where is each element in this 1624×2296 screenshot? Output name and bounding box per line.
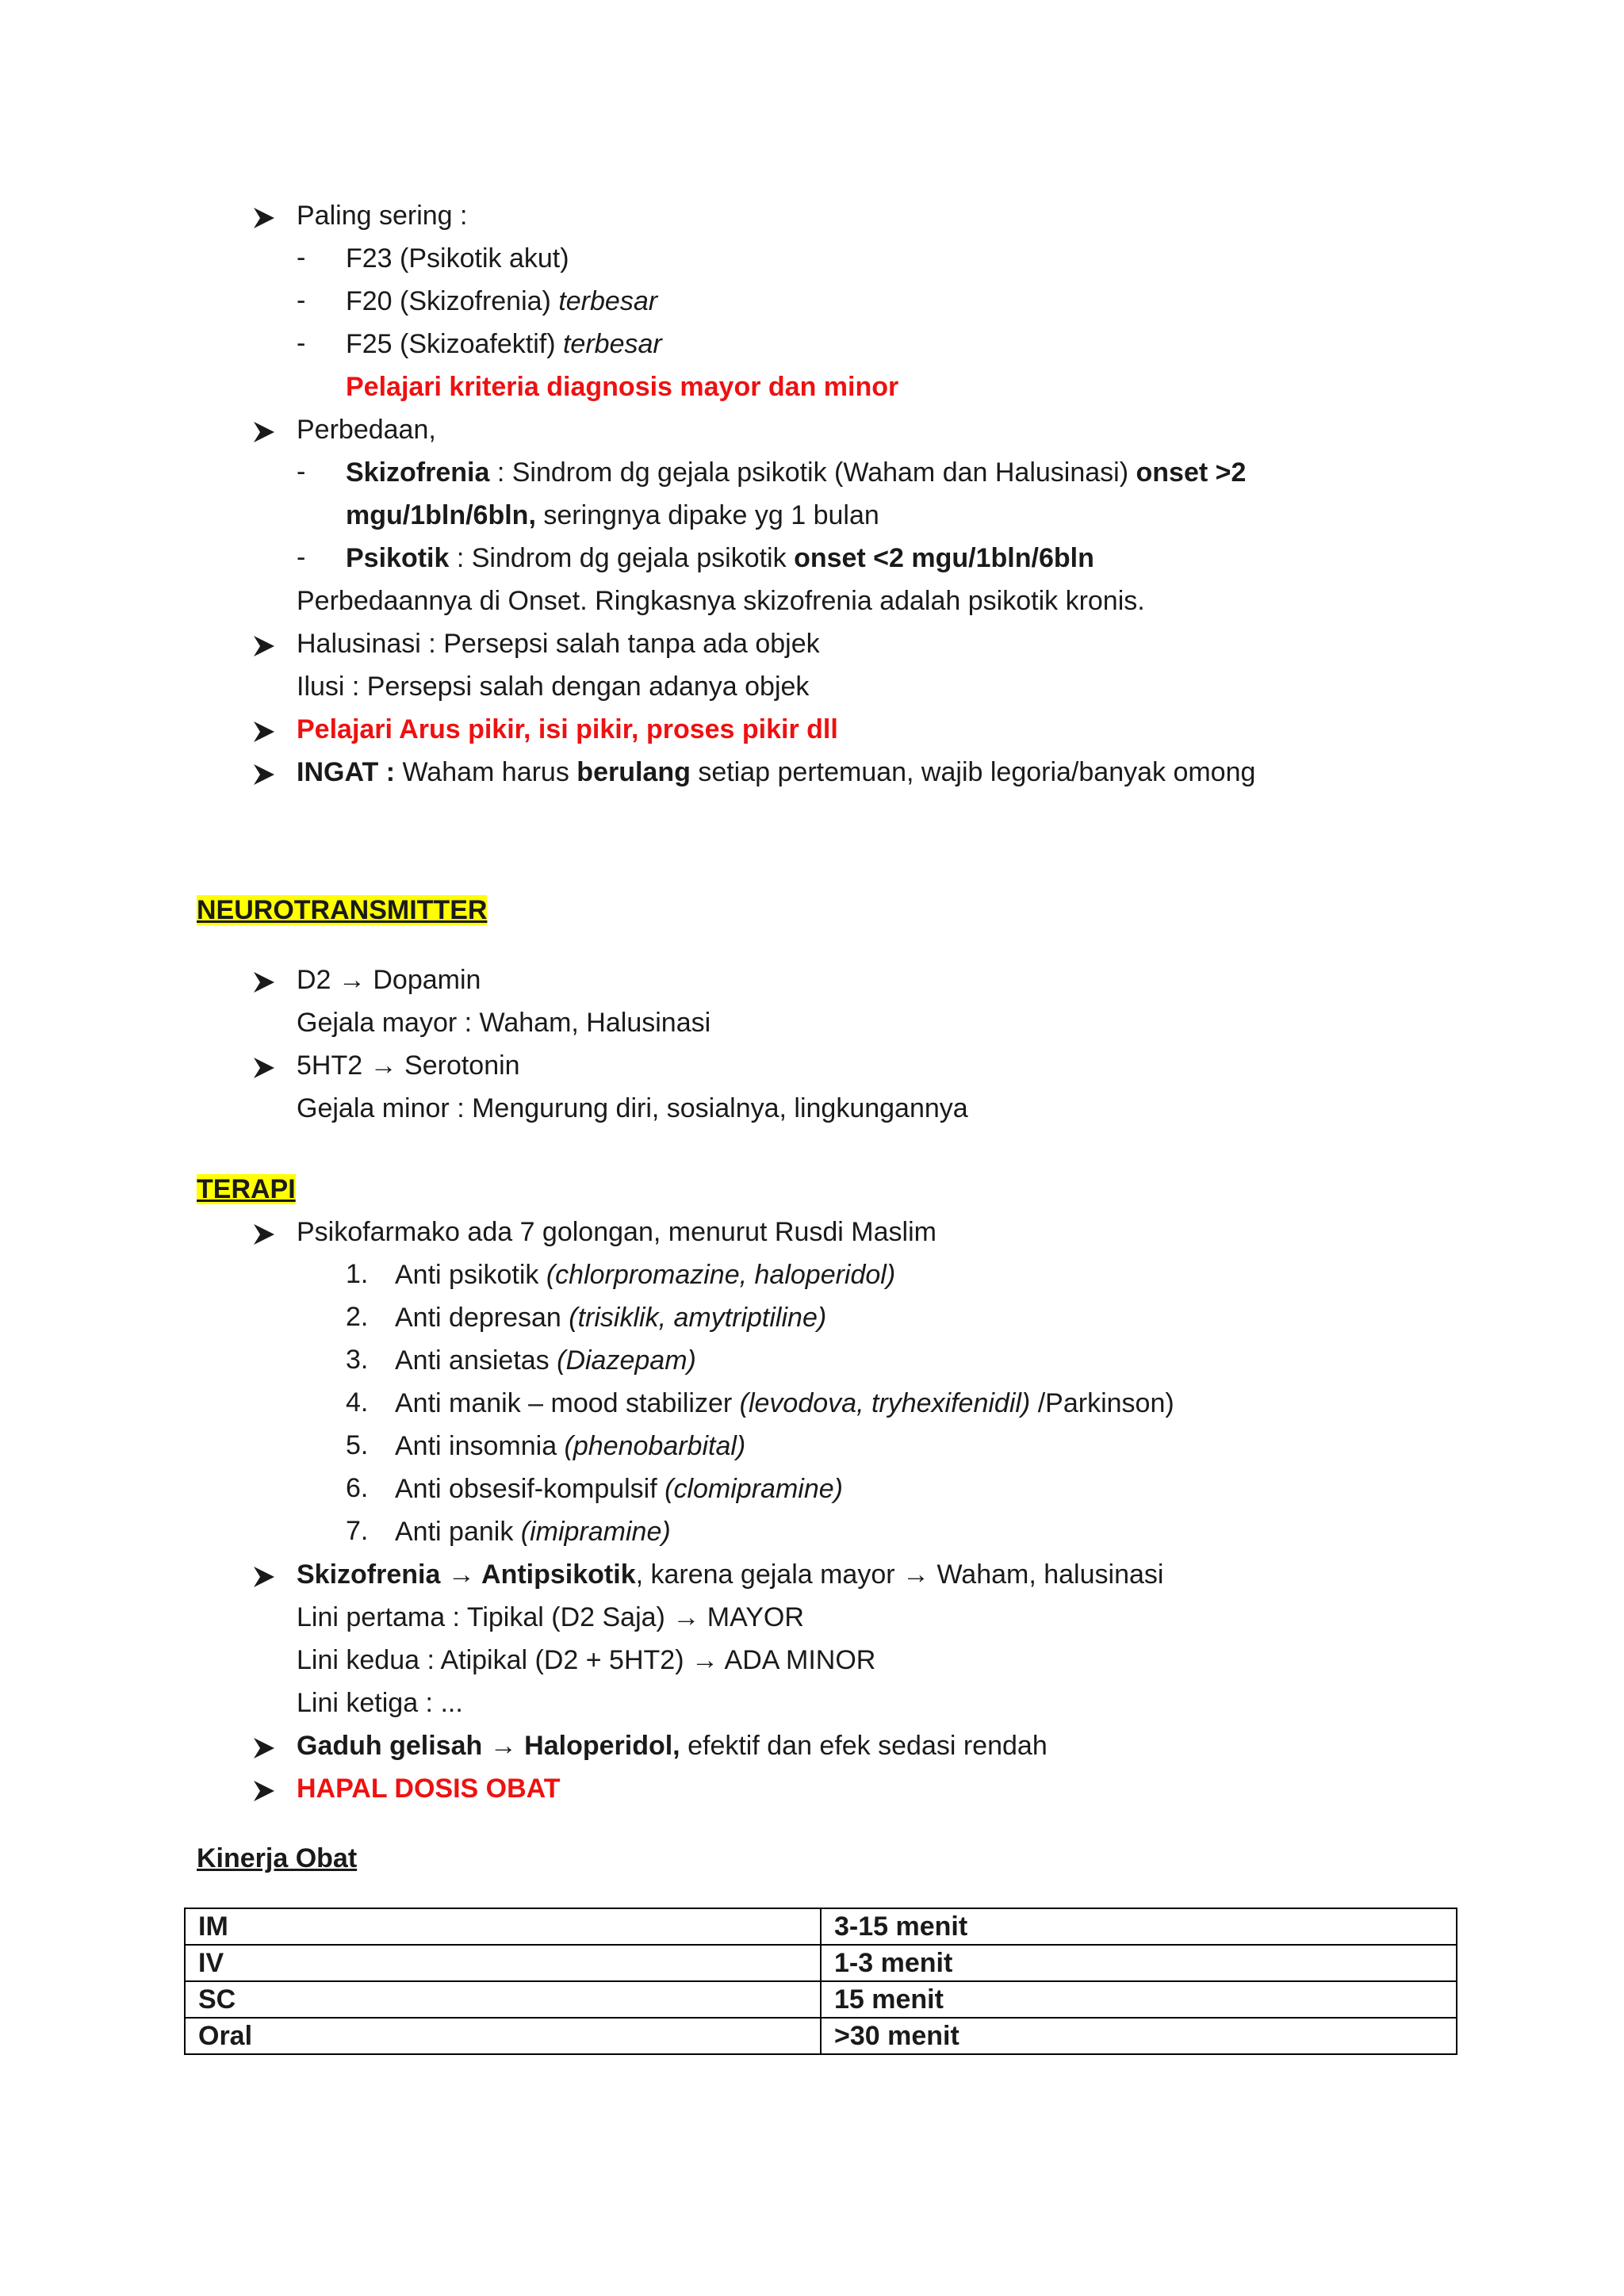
skizofrenia-line: [346, 457, 1246, 499]
lini-ketiga-text: Lini ketiga : ...: [297, 1688, 463, 1718]
drug-class-text: Anti obsesif-kompulsif: [395, 1474, 665, 1504]
terapi-heading-text: TERAPI: [197, 1174, 296, 1204]
arrow-bullet-icon: [251, 761, 278, 788]
lini-kedua-line: [297, 1644, 875, 1687]
right-arrow-icon: →: [691, 1645, 718, 1675]
drug-class-text: Anti depresan: [395, 1303, 569, 1333]
gaduh-gelisah-line: [297, 1730, 1048, 1773]
dash-marker: -: [297, 328, 306, 358]
terbesar-text: terbesar: [562, 329, 662, 359]
pelajari-arus-text: Pelajari Arus pikir, isi pikir, proses pikir dll: [297, 714, 838, 744]
terapi-list-item: [395, 1516, 671, 1559]
dash-marker: -: [297, 285, 306, 316]
route-cell: IV: [185, 1945, 821, 1981]
gaduh-gelisah-label: Gaduh gelisah: [297, 1731, 490, 1761]
drug-class-text: Anti psikotik: [395, 1260, 546, 1290]
drug-class-text: Anti manik – mood stabilizer: [395, 1388, 740, 1418]
terapi-list-item: [395, 1387, 1174, 1430]
list-number: 3.: [346, 1345, 369, 1375]
terapi-list-item: [395, 1259, 895, 1302]
arrow-bullet-icon: [251, 633, 278, 660]
terbesar-text: terbesar: [558, 286, 658, 316]
ilusi-text: Ilusi : Persepsi salah dengan adanya objek: [297, 672, 810, 702]
lini-pertama-line: [297, 1601, 804, 1644]
antipsikotik-text: Antipsikotik: [474, 1559, 636, 1590]
route-cell: Oral: [185, 2018, 821, 2054]
skizofrenia-reason: , karena gejala mayor: [635, 1559, 903, 1590]
drug-class-text: Anti insomnia: [395, 1431, 565, 1461]
list-number: 5.: [346, 1430, 369, 1460]
drug-examples-text: (Diazepam): [557, 1345, 696, 1376]
d2-line: [297, 964, 481, 1007]
arrow-bullet-icon: [251, 969, 278, 996]
route-cell: IM: [185, 1908, 821, 1945]
list-number: 2.: [346, 1302, 369, 1332]
arrow-bullet-icon: [251, 419, 278, 446]
arrow-bullet-icon: [251, 1777, 278, 1804]
drug-tail-text: /Parkinson): [1030, 1388, 1174, 1418]
kinerja-obat-heading-text: Kinerja Obat: [197, 1843, 358, 1873]
perbedaan-summary: Perbedaannya di Onset. Ringkasnya skizofrenia adalah psikotik kronis.: [297, 586, 1145, 616]
ingat-line: [297, 756, 1255, 799]
skizofrenia-terapi-line: [297, 1559, 1163, 1601]
f25-text: F25 (Skizoafektif): [346, 329, 556, 359]
skizofrenia-label: Skizofrenia: [346, 457, 490, 488]
list-number: 6.: [346, 1473, 369, 1503]
ingat-label: INGAT :: [297, 757, 396, 787]
table-row: [185, 1981, 1457, 2018]
onset-time-cell: 1-3 menit: [821, 1945, 1457, 1981]
drug-class-text: Anti panik: [395, 1517, 521, 1547]
f20-text: F20 (Skizofrenia): [346, 286, 551, 316]
psikotik-onset: onset <2 mgu/1bln/6bln: [794, 543, 1094, 573]
terapi-list-item: [395, 1345, 696, 1387]
drug-examples-text: (chlorpromazine, haloperidol): [546, 1260, 896, 1290]
drug-class-text: Anti ansietas: [395, 1345, 557, 1376]
gejala-mayor-text: Gejala mayor : Waham, Halusinasi: [297, 1008, 711, 1038]
dopamin-text: Dopamin: [365, 965, 481, 995]
kinerja-table-body: [185, 1908, 1457, 2054]
dash-marker: -: [297, 542, 306, 572]
right-arrow-icon: →: [370, 1050, 397, 1081]
arrow-bullet-icon: [251, 205, 278, 232]
berulang-text: berulang: [576, 757, 691, 787]
onset-time-cell: 15 menit: [821, 1981, 1457, 2018]
halusinasi-text: Halusinasi : Persepsi salah tanpa ada objek: [297, 629, 820, 659]
neurotransmitter-heading: [197, 894, 487, 937]
f23-text: F23 (Psikotik akut): [346, 243, 569, 274]
psikotik-label: Psikotik: [346, 543, 450, 573]
right-arrow-icon: →: [489, 1731, 517, 1761]
onset-time-cell: >30 menit: [821, 2018, 1457, 2054]
skizofrenia-line-2: [346, 499, 879, 542]
arrow-bullet-icon: [251, 718, 278, 745]
skizofrenia-label: Skizofrenia: [297, 1559, 448, 1590]
right-arrow-icon: →: [902, 1559, 930, 1590]
skizofrenia-desc: : Sindrom dg gejala psikotik (Waham dan Halusinasi): [489, 457, 1136, 488]
right-arrow-icon: →: [672, 1602, 700, 1632]
kinerja-obat-table: [184, 1908, 1457, 2055]
kinerja-obat-heading: [197, 1843, 357, 1885]
paling-sering-text: Paling sering :: [297, 201, 468, 231]
skizofrenia-onset: onset >2: [1136, 457, 1247, 488]
dash-marker: -: [297, 243, 306, 273]
terapi-list-item: [395, 1473, 843, 1516]
terapi-list-item: [395, 1430, 745, 1473]
haloperidol-text: Haloperidol,: [516, 1731, 680, 1761]
skizofrenia-reason-tail: Waham, halusinasi: [929, 1559, 1164, 1590]
perbedaan-text: Perbedaan,: [297, 415, 436, 445]
drug-examples-text: (trisiklik, amytriptiline): [569, 1303, 827, 1333]
list-number: 7.: [346, 1516, 369, 1546]
drug-examples-text: (levodova, tryhexifenidil): [739, 1388, 1031, 1418]
terapi-list-item: [395, 1302, 826, 1345]
psikofarmako-text: Psikofarmako ada 7 golongan, menurut Rusdi Maslim: [297, 1217, 936, 1247]
table-row: [185, 1945, 1457, 1981]
skizofrenia-onset-2: mgu/1bln/6bln,: [346, 500, 536, 530]
dash-marker: -: [297, 457, 306, 487]
ingat-tail: setiap pertemuan, wajib legoria/banyak omong: [690, 757, 1256, 787]
arrow-bullet-icon: [251, 1563, 278, 1590]
drug-examples-text: (phenobarbital): [564, 1431, 746, 1461]
table-row: [185, 2018, 1457, 2054]
5ht2-line: [297, 1050, 520, 1093]
route-cell: SC: [185, 1981, 821, 2018]
d2-text: D2: [297, 965, 339, 995]
onset-time-cell: 3-15 menit: [821, 1908, 1457, 1945]
lini-pertama-tail: MAYOR: [699, 1602, 804, 1632]
lini-kedua-text: Lini kedua : Atipikal (D2 + 5HT2): [297, 1645, 691, 1675]
hapal-dosis-text: HAPAL DOSIS OBAT: [297, 1774, 561, 1804]
serotonin-text: Serotonin: [396, 1050, 520, 1081]
pelajari-kriteria-text: Pelajari kriteria diagnosis mayor dan minor: [346, 372, 899, 402]
gaduh-gelisah-desc: efektif dan efek sedasi rendah: [680, 1731, 1048, 1761]
ingat-text: Waham harus: [395, 757, 577, 787]
drug-examples-text: (clomipramine): [665, 1474, 843, 1504]
arrow-bullet-icon: [251, 1054, 278, 1081]
psikotik-line: [346, 542, 1094, 585]
5ht2-text: 5HT2: [297, 1050, 370, 1081]
skizofrenia-tail: seringnya dipake yg 1 bulan: [535, 500, 879, 530]
list-number: 4.: [346, 1387, 369, 1418]
f20-line: [346, 285, 657, 328]
table-row: [185, 1908, 1457, 1945]
arrow-bullet-icon: [251, 1221, 278, 1248]
arrow-bullet-icon: [251, 1735, 278, 1762]
psikotik-desc: : Sindrom dg gejala psikotik: [449, 543, 795, 573]
drug-examples-text: (imipramine): [520, 1517, 671, 1547]
list-number: 1.: [346, 1259, 369, 1289]
right-arrow-icon: →: [447, 1559, 475, 1590]
lini-pertama-text: Lini pertama : Tipikal (D2 Saja): [297, 1602, 673, 1632]
f25-line: [346, 328, 662, 371]
lini-kedua-tail: ADA MINOR: [718, 1645, 876, 1675]
gejala-minor-text: Gejala minor : Mengurung diri, sosialnya, lingkungannya: [297, 1093, 968, 1123]
terapi-heading: [197, 1173, 296, 1216]
right-arrow-icon: →: [338, 965, 366, 995]
neurotransmitter-heading-text: NEUROTRANSMITTER: [197, 895, 488, 925]
